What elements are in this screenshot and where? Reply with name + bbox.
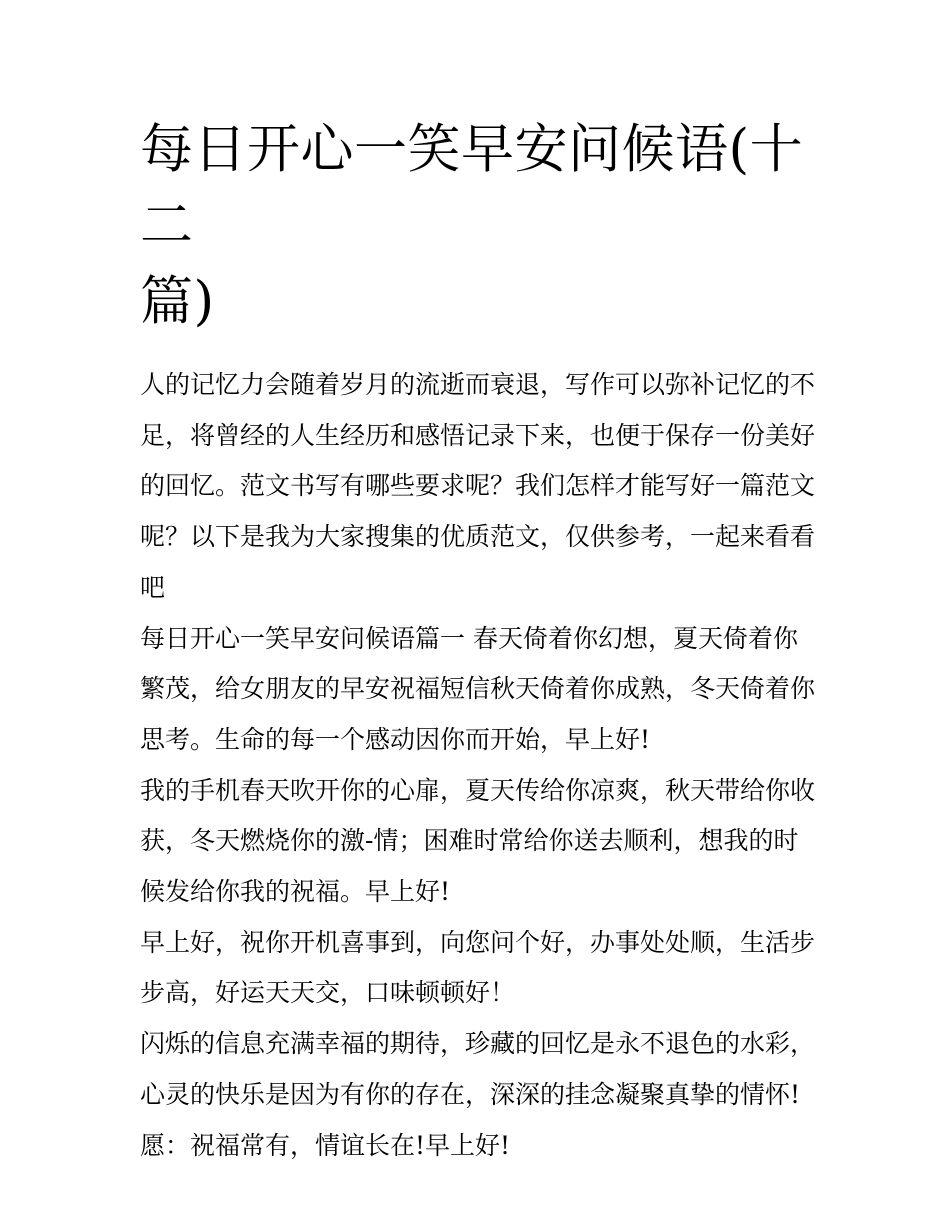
text-line: 每日开心一笑早安问候语篇一 春天倚着你幻想，夏天倚着你 bbox=[140, 623, 798, 653]
text-line: 呢？以下是我为大家搜集的优质范文，仅供参考，一起来看看 bbox=[140, 522, 816, 552]
document-content bbox=[140, 112, 816, 1171]
title-line: 每日开心一笑早安问候语(十二 bbox=[140, 119, 804, 256]
text-line: 我的手机春天吹开你的心扉，夏天传给你凉爽，秋天带给你收 bbox=[140, 775, 816, 805]
title-line: 篇) bbox=[140, 271, 215, 332]
text-line: 吧 bbox=[140, 572, 166, 602]
text-line: 的回忆。范文书写有哪些要求呢？我们怎样才能写好一篇范文 bbox=[140, 471, 816, 501]
text-line: 愿：祝福常有，情谊长在!早上好! bbox=[140, 1130, 511, 1160]
text-line: 步高，好运天天交，口味顿顿好！ bbox=[140, 978, 516, 1008]
text-line: 人的记忆力会随着岁月的流逝而衰退，写作可以弥补记忆的不 bbox=[140, 370, 816, 399]
text-line: 思考。生命的每一个感动因你而开始，早上好! bbox=[140, 724, 651, 754]
text-line: 足，将曾经的人生经历和感悟记录下来，也便于保存一份美好 bbox=[140, 420, 816, 450]
text-line: 繁茂，给女朋友的早安祝福短信秋天倚着你成熟，冬天倚着你 bbox=[140, 674, 816, 704]
document-body bbox=[140, 360, 816, 1171]
text-line: 心灵的快乐是因为有你的存在，深深的挂念凝聚真挚的情怀! bbox=[140, 1079, 801, 1109]
text-line: 闪烁的信息充满幸福的期待，珍藏的回忆是永不退色的水彩， bbox=[140, 1029, 816, 1059]
text-line: 获，冬天燃烧你的激-情；困难时常给你送去顺利，想我的时 bbox=[140, 826, 799, 856]
document-title bbox=[140, 112, 812, 340]
text-line: 早上好，祝你开机喜事到，向您问个好，办事处处顺，生活步 bbox=[140, 927, 816, 957]
text-line: 候发给你我的祝福。早上好! bbox=[140, 877, 451, 907]
